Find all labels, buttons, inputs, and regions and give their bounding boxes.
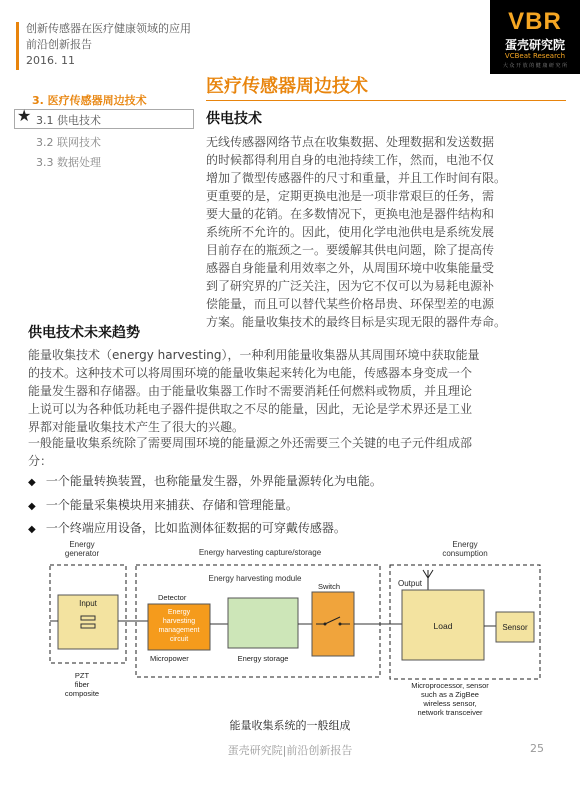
future-paragraph-2 bbox=[28, 434, 556, 470]
section-title: 医疗传感器周边技术 bbox=[206, 76, 368, 97]
harvesting-module-label: Energy harvesting module bbox=[208, 574, 302, 583]
logo-name-en: VCBeat Research bbox=[504, 52, 566, 60]
diamond-bullet-icon: ◆ bbox=[28, 501, 36, 512]
text-line: 更重要的是，定期更换电池是一项非常艰巨的任务，需 bbox=[206, 189, 495, 203]
bullet-text: 一个终端应用设备，比如监测体征数据的可穿戴传感器。 bbox=[45, 521, 346, 535]
text-line: 上说可以为各种低功耗电子器件提供取之不尽的能量，因此，无论是学术界还是工业 bbox=[28, 402, 473, 416]
micropower-label: Micropower bbox=[150, 654, 189, 663]
text-line: 方案。能量收集技术的最终目标是实现无限的器件寿命。 bbox=[206, 315, 507, 329]
bullet-item bbox=[28, 496, 298, 513]
header-accent-bar bbox=[16, 22, 19, 70]
energy-harvesting-diagram bbox=[40, 540, 548, 717]
text-line: 无线传感器网络节点在收集数据、处理数据和发送数据 bbox=[206, 135, 495, 149]
figure-caption: 能量收集系统的一般组成 bbox=[229, 719, 351, 732]
microprocessor-note bbox=[411, 681, 489, 717]
output-label: Output bbox=[398, 579, 423, 588]
text-line: 到了研究界的广泛关注，因为它不仅可以为易耗电源补 bbox=[206, 279, 495, 293]
text-line: 感器自身能量利用效率之外，从周围环境中收集能量受 bbox=[206, 261, 495, 275]
logo-name-cn: 蛋壳研究院 bbox=[504, 38, 565, 52]
diagram-label-line: generator bbox=[64, 549, 100, 558]
capture-storage-label: Energy harvesting capture/storage bbox=[198, 548, 322, 557]
text-line: 能量发生器和存储器。由于能量收集器工作时不需要消耗任何燃料或物质，并且理论 bbox=[28, 384, 473, 398]
diagram-label-line: wireless sensor, bbox=[423, 699, 477, 708]
logo-mark: VBR bbox=[508, 8, 562, 35]
energy-storage-block bbox=[228, 598, 298, 648]
input-label: Input bbox=[79, 599, 97, 608]
report-title: 创新传感器在医疗健康领域的应用 bbox=[26, 22, 191, 35]
text-line: 要大量的花销。在多数情况下，更换电池是器件结构和 bbox=[206, 207, 495, 221]
energy-storage-label: Energy storage bbox=[237, 654, 289, 663]
pzt-label bbox=[65, 671, 99, 698]
text-line: 能量收集技术（energy harvesting），一种利用能量收集器从其周围环境中获取能量 bbox=[28, 348, 480, 362]
bullet-text: 一个能量采集模块用来捕获、存储和管理能量。 bbox=[45, 498, 298, 512]
switch-label: Switch bbox=[317, 582, 341, 591]
diagram-label-line: PZT bbox=[74, 671, 90, 680]
text-line: 系统所不允许的。因此，使用化学电池供电是系统发展 bbox=[206, 225, 495, 239]
text-line: 增加了微型传感器件的尺寸和重量，并且工作时间有限。 bbox=[206, 171, 507, 185]
load-label: Load bbox=[433, 621, 453, 631]
power-heading: 供电技术 bbox=[206, 111, 262, 127]
nav-item-power[interactable]: 3.1 供电技术 bbox=[36, 114, 101, 127]
star-icon: ★ bbox=[17, 106, 32, 125]
detector-label: Detector bbox=[158, 593, 187, 602]
bullet-item bbox=[28, 472, 382, 489]
energy-consumption-label bbox=[442, 540, 487, 558]
nav-heading[interactable]: 3. 医疗传感器周边技术 bbox=[32, 94, 147, 107]
future-paragraph-1 bbox=[28, 346, 556, 436]
diagram-label-line: circuit bbox=[169, 636, 189, 643]
diagram-label-line: network transceiver bbox=[417, 708, 483, 717]
nav-item-data-processing[interactable]: 3.3 数据处理 bbox=[36, 156, 101, 169]
future-heading: 供电技术未来趋势 bbox=[28, 325, 140, 341]
diagram-label-line: Microprocessor, sensor bbox=[411, 681, 489, 690]
text-line: 一般能量收集系统除了需要周围环境的能量源之外还需要三个关键的电子元件组成部 bbox=[28, 436, 473, 450]
power-paragraph bbox=[206, 133, 552, 331]
bullet-item bbox=[28, 519, 346, 536]
section-divider bbox=[206, 100, 566, 101]
text-line: 的时候都得利用自身的电池持续工作，然而，电池不仅 bbox=[206, 153, 495, 167]
text-line: 界都对能量收集技术产生了很大的兴趣。 bbox=[28, 420, 245, 434]
report-date: 2016. 11 bbox=[26, 54, 75, 67]
antenna-icon bbox=[423, 570, 433, 590]
diamond-bullet-icon: ◆ bbox=[28, 477, 36, 488]
diamond-bullet-icon: ◆ bbox=[28, 524, 36, 535]
diagram-label-line: Energy bbox=[167, 609, 191, 616]
diagram-label-line: harvesting bbox=[162, 618, 196, 625]
vbr-logo bbox=[490, 0, 580, 74]
page-footer: 蛋壳研究院|前沿创新报告 bbox=[227, 744, 353, 757]
sensor-label: Sensor bbox=[502, 623, 528, 632]
text-line: 偿能量，而且可以替代某些价格昂贵、环保型差的电源 bbox=[206, 297, 495, 311]
text-line: 分： bbox=[28, 454, 53, 468]
diagram-label-line: Energy bbox=[69, 540, 95, 549]
diagram-label-line: fiber bbox=[74, 680, 90, 689]
diagram-label-line: consumption bbox=[442, 549, 488, 558]
logo-tagline: 大 众 开 放 的 健 康 研 究 所 bbox=[502, 63, 568, 69]
diagram-label-line: composite bbox=[64, 689, 100, 698]
diagram-label-line: management bbox=[158, 627, 200, 634]
diagram-label-line: such as a ZigBee bbox=[421, 690, 479, 699]
bullet-text: 一个能量转换装置，也称能量发生器，外界能量源转化为电能。 bbox=[45, 474, 382, 488]
diagram-label-line: Energy bbox=[452, 540, 478, 549]
page-number: 25 bbox=[530, 742, 544, 755]
energy-generator-label bbox=[65, 540, 100, 558]
report-subtitle: 前沿创新报告 bbox=[26, 38, 92, 51]
text-line: 目前存在的瓶颈之一。要缓解其供电问题，除了提高传 bbox=[206, 243, 495, 257]
text-line: 的技术。这种技术可以将周围环境的能量收集起来转化为电能，传感器本身变成一个 bbox=[28, 366, 473, 380]
nav-item-network[interactable]: 3.2 联网技术 bbox=[36, 136, 101, 149]
